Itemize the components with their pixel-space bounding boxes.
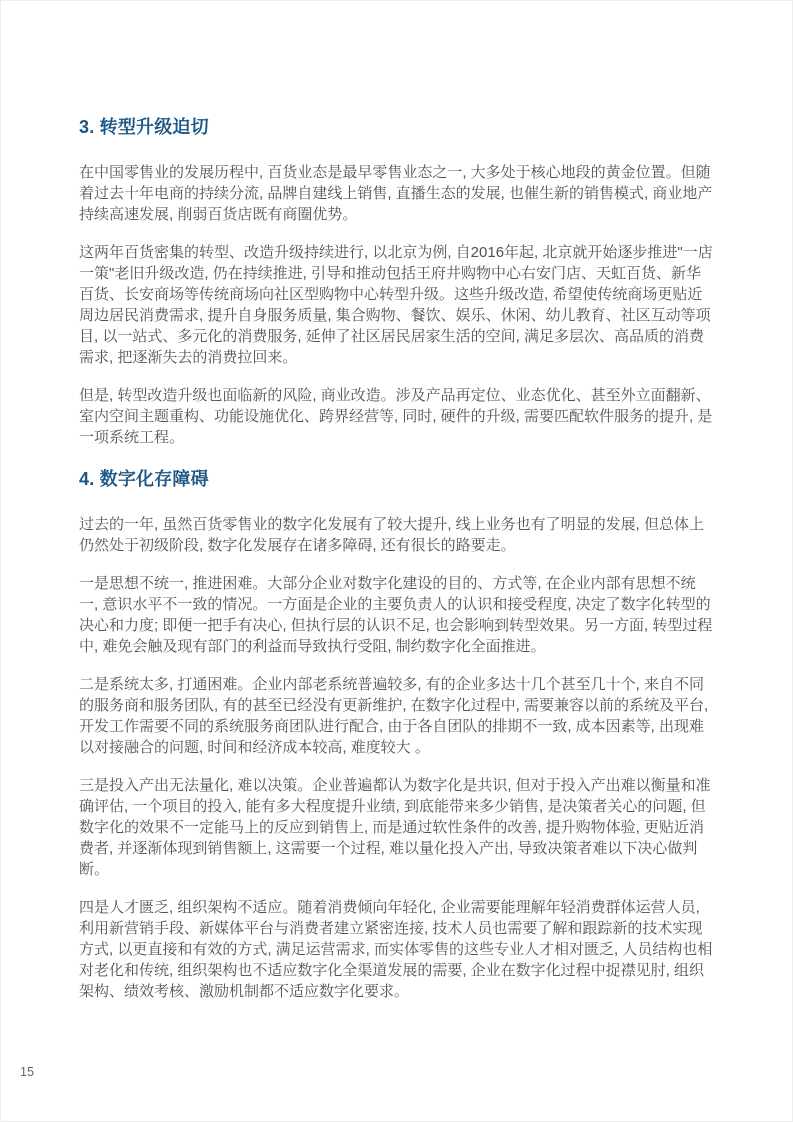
page-content <box>79 113 713 1019</box>
section-4-heading: 4. 数字化存障碍 <box>79 469 209 489</box>
section-3-paragraph-1: 在中国零售业的发展历程中, 百货业态是最早零售业态之一, 大多处于核心地段的黄金位置。但随着过去十年电商的持续分流, 品牌自建线上销售, 直播生态的发展, 也催生新的销售模式, 商业地产持续高速发展, 削弱百货店既有商圈优势。 <box>79 164 713 223</box>
section-3-paragraph-2: 这两年百货密集的转型、改造升级持续进行, 以北京为例, 自2016年起, 北京就开始逐步推进"一店一策"老旧升级改造, 仍在持续推进, 引导和推动包括王府井购物中心右安门店、天虹百货、新华百货、长安商场等传统商场向社区型购物中心转型升级。这些升级改造, 希望使传统商场更贴近周边居民消费需求, 提升自身服务质量, 集合购物、餐饮、娱乐、休闲、幼儿教育、社区互动等项目, 以一站式、多元化的消费服务, 延伸了社区居民居家生活的空间, 满足多层次、高品质的消费需求, 把逐渐失去的消费拉回来。 <box>79 244 713 366</box>
section-4-paragraph-3: 二是系统太多, 打通困难。企业内部老系统普遍较多, 有的企业多达十几个甚至几十个, 来自不同的服务商和服务团队, 有的甚至已经没有更新维护, 在数字化过程中, 需要兼容以前的系统及平台, 开发工作需要不同的系统服务商团队进行配合, 由于各自团队的排期不一致, 成本因素等, 出现难以对接融合的问题, 时间和经济成本较高, 难度较大 。 <box>79 676 709 756</box>
section-4-paragraph-2: 一是思想不统一, 推进困难。大部分企业对数字化建设的目的、方式等, 在企业内部有思想不统一, 意识水平不一致的情况。一方面是企业的主要负责人的认识和接受程度, 决定了数字化转型的决心和力度; 即便一把手有决心, 但执行层的认识不足, 也会影响到转型效果。另一方面, 转型过程中, 难免会触及现有部门的利益而导致执行受阻, 制约数字化全面推进。 <box>79 575 713 655</box>
section-4-paragraph-1: 过去的一年, 虽然百货零售业的数字化发展有了较大提升, 线上业务也有了明显的发展, 但总体上仍然处于初级阶段, 数字化发展存在诸多障碍, 还有很长的路要走。 <box>79 516 705 554</box>
section-3-paragraph-3: 但是, 转型改造升级也面临新的风险, 商业改造。涉及产品再定位、业态优化、甚至外立面翻新、室内空间主题重构、功能设施优化、跨界经营等, 同时, 硬件的升级, 需要匹配软件服务的提升, 是一项系统工程。 <box>79 387 713 446</box>
section-3-heading: 3. 转型升级迫切 <box>79 117 209 137</box>
section-4-paragraph-4: 三是投入产出无法量化, 难以决策。企业普遍都认为数字化是共识, 但对于投入产出难以衡量和准确评估, 一个项目的投入, 能有多大程度提升业绩, 到底能带来多少销售, 是决策者关心的问题, 但数字化的效果不一定能马上的反应到销售上, 而是通过软性条件的改善, 提升购物体验, 更贴近消费者, 并逐渐体现到销售额上, 这需要一个过程, 难以量化投入产出, 导致决策者难以下决心做判断。 <box>79 777 711 878</box>
section-4-paragraph-5: 四是人才匮乏, 组织架构不适应。随着消费倾向年轻化, 企业需要能理解年轻消费群体运营人员, 利用新营销手段、新媒体平台与消费者建立紧密连接, 技术人员也需要了解和跟踪新的技术实现方式, 以更直接和有效的方式, 满足运营需求, 而实体零售的这些专业人才相对匮乏, 人员结构也相对老化和传统, 组织架构也不适应数字化全渠道发展的需要, 企业在数字化过程中捉襟见肘, 组织架构、绩效考核、激励机制都不适应数字化要求。 <box>79 899 713 1000</box>
page-number: 15 <box>20 1065 34 1079</box>
